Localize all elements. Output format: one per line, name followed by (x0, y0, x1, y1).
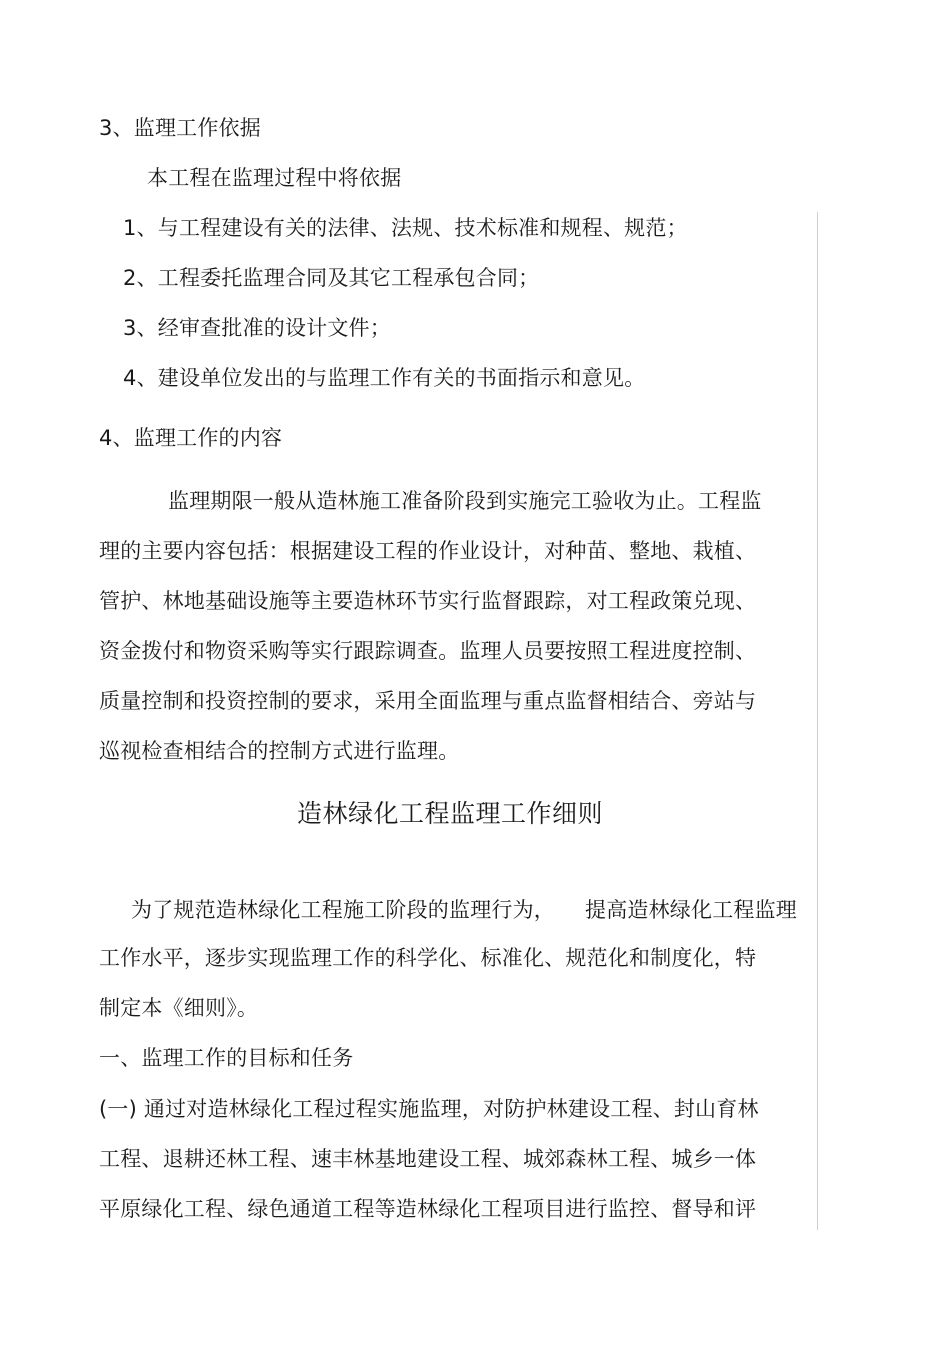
section4-paragraph-line: 资金拨付和物资采购等实行跟踪调查。监理人员要按照工程进度控制、 (99, 639, 757, 663)
section3-heading: 3、监理工作依据 (99, 116, 261, 140)
section3-intro: 本工程在监理过程中将依据 (147, 166, 402, 190)
rules-title: 造林绿化工程监理工作细则 (296, 799, 603, 828)
rules-intro-part-a: 为了规范造林绿化工程施工阶段的监理行为， (131, 898, 555, 922)
rules-intro-line: 制定本《细则》。 (99, 996, 259, 1020)
rules-subheading: 一、监理工作的目标和任务 (99, 1046, 354, 1070)
section4-paragraph-line: 质量控制和投资控制的要求，采用全面监理与重点监督相结合、旁站与 (99, 689, 757, 713)
section3-item-2: 2、工程委托监理合同及其它工程承包合同； (123, 266, 540, 290)
rules-item1-line: (一) 通过对造林绿化工程过程实施监理，对防护林建设工程、封山育林 (99, 1097, 759, 1121)
section4-paragraph-line: 管护、林地基础设施等主要造林环节实行监督跟踪，对工程政策兑现、 (99, 589, 757, 613)
rules-intro-line (131, 896, 797, 924)
page-edge-rule (817, 212, 818, 1230)
section4-paragraph-line: 巡视检查相结合的控制方式进行监理。 (99, 739, 460, 763)
rules-item1-line: 工程、退耕还林工程、速丰林基地建设工程、城郊森林工程、城乡一体 (99, 1147, 757, 1171)
rules-intro-part-b: 提高造林绿化工程监理 (585, 898, 797, 922)
rules-item1-line: 平原绿化工程、绿色通道工程等造林绿化工程项目进行监控、督导和评 (99, 1197, 757, 1221)
section3-item-4: 4、建设单位发出的与监理工作有关的书面指示和意见。 (123, 366, 646, 390)
section4-heading: 4、监理工作的内容 (99, 426, 283, 450)
section4-paragraph-line: 监理期限一般从造林施工准备阶段到实施完工验收为止。工程监 (168, 489, 762, 513)
rules-intro-line: 工作水平，逐步实现监理工作的科学化、标准化、规范化和制度化，特 (99, 946, 757, 970)
section4-paragraph-line: 理的主要内容包括：根据建设工程的作业设计，对种苗、整地、栽植、 (99, 539, 757, 563)
section3-item-3: 3、经审查批准的设计文件； (123, 316, 391, 340)
section3-item-1: 1、与工程建设有关的法律、法规、技术标准和规程、规范； (123, 216, 688, 240)
